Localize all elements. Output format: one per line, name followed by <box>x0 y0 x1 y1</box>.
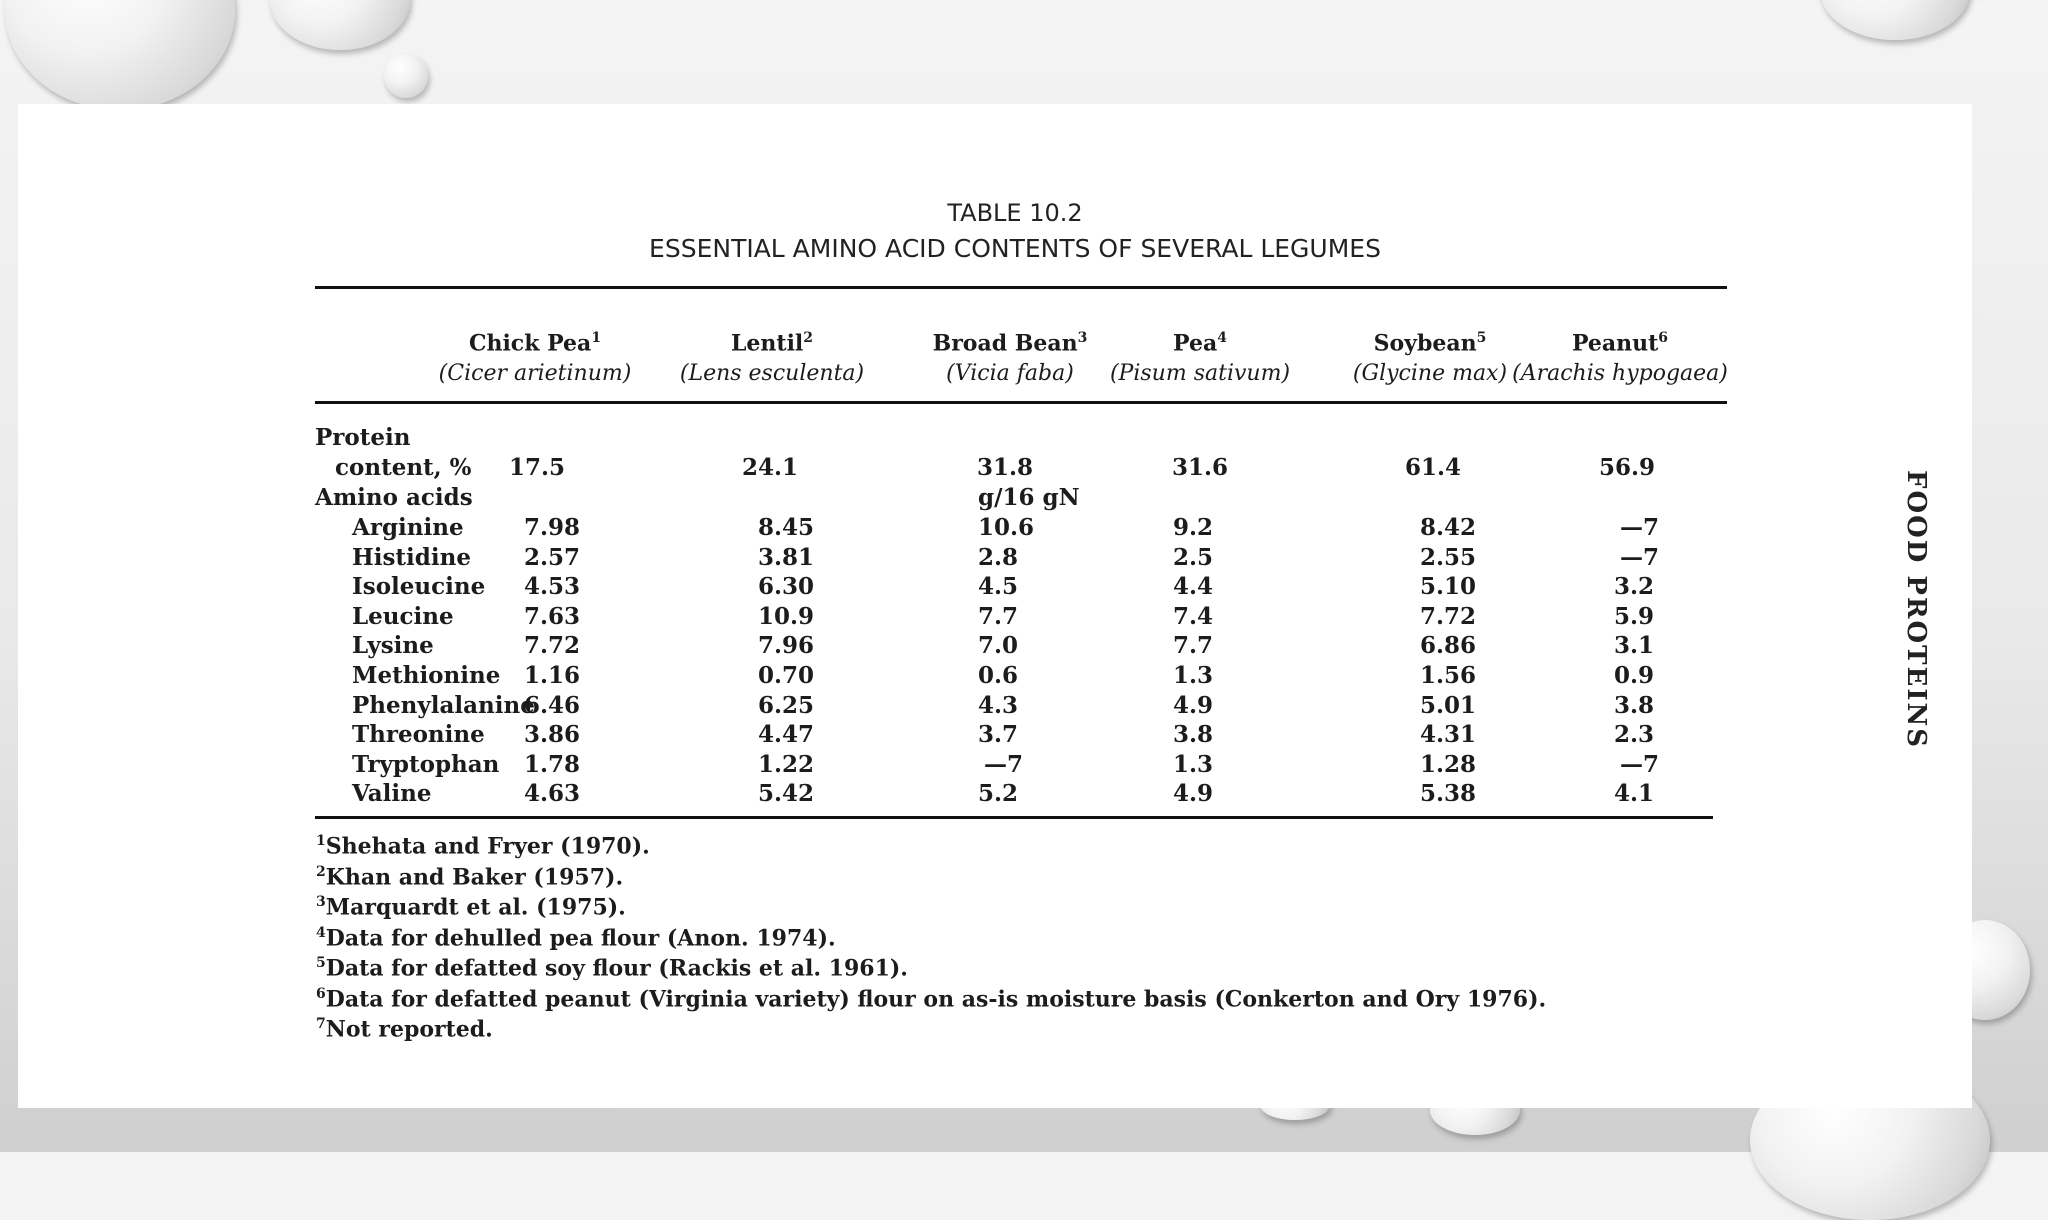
protein-value: 17.5 <box>509 454 566 481</box>
table-cell: 1.16 <box>524 662 581 689</box>
amino-acid-name: Tryptophan <box>352 750 500 778</box>
table-cell: —7 <box>1620 514 1660 541</box>
table-cell: 9.2 <box>1173 514 1214 541</box>
footnote <box>316 833 650 859</box>
table-title: ESSENTIAL AMINO ACID CONTENTS OF SEVERAL LEGUMES <box>649 234 1381 263</box>
footnote-ref: 4 <box>1217 330 1227 346</box>
table-cell: 7.72 <box>524 632 581 660</box>
table-cell: 6.25 <box>758 691 815 719</box>
footnote-ref: 2 <box>803 330 814 346</box>
table-cell: —7 <box>1620 543 1660 571</box>
table-cell: 7.98 <box>524 514 581 541</box>
table-cell: 0.70 <box>758 662 815 689</box>
table-cell: 4.1 <box>1614 780 1655 808</box>
unit-label: g/16 gN <box>978 484 1080 511</box>
column-latin-name: (Lens esculenta) <box>679 361 865 387</box>
footnote-ref: 6 <box>1658 330 1669 346</box>
water-drop-decoration <box>384 54 428 98</box>
table-cell: 3.2 <box>1614 573 1655 601</box>
amino-acids-label: Amino acids <box>315 484 473 511</box>
amino-acid-name: Phenylalanine <box>352 691 535 719</box>
table-cell: 8.42 <box>1420 514 1477 541</box>
table-cell: 5.2 <box>978 780 1019 808</box>
table-cell: 7.96 <box>758 632 815 660</box>
amino-acid-name: Valine <box>352 780 432 808</box>
table-cell: 7.7 <box>978 602 1019 630</box>
table-cell: 3.1 <box>1614 632 1655 660</box>
footnote-ref: 1 <box>591 330 602 346</box>
table-cell: 1.78 <box>524 750 581 778</box>
footnote-number: 4 <box>316 924 326 941</box>
table-cell: 6.30 <box>758 573 815 601</box>
table-cell: 3.8 <box>1614 691 1655 719</box>
table-cell: 5.38 <box>1420 780 1477 808</box>
table-cell: 7.72 <box>1420 602 1477 630</box>
table-cell: 3.81 <box>758 543 815 571</box>
table-cell: 3.86 <box>524 721 581 749</box>
protein-label: Protein <box>315 424 411 451</box>
table-cell: 4.31 <box>1420 721 1477 749</box>
amino-acid-name: Isoleucine <box>352 573 486 601</box>
table-cell: 1.3 <box>1173 662 1214 689</box>
amino-acid-name: Threonine <box>352 721 485 749</box>
footnote-number: 5 <box>316 955 326 971</box>
bottom-rule <box>315 816 1713 819</box>
footnote <box>316 986 1546 1012</box>
column-name: Pea <box>1173 330 1218 357</box>
table-cell: 5.9 <box>1614 602 1655 630</box>
protein-value: 31.6 <box>1172 454 1229 481</box>
column-latin-name: (Arachis hypogaea) <box>1512 361 1728 387</box>
table-cell: 6.86 <box>1420 632 1477 660</box>
column-header <box>1077 323 1320 389</box>
table-cell: 2.57 <box>524 543 581 571</box>
table-cell: 1.22 <box>758 750 815 778</box>
column-latin-name: (Cicer arietinum) <box>438 361 632 387</box>
table-cell: —7 <box>1620 750 1660 778</box>
column-header <box>415 323 655 389</box>
column-latin-name: (Glycine max) <box>1352 361 1508 387</box>
table-cell: 0.6 <box>978 662 1019 689</box>
table-cell: 3.8 <box>1173 721 1214 749</box>
table-cell: 2.5 <box>1173 543 1214 571</box>
protein-value: 31.8 <box>977 454 1034 481</box>
column-name: Soybean <box>1373 330 1477 357</box>
column-name: Chick Pea <box>468 330 592 357</box>
footnote-text: Data for defatted soy flour (Rackis et al. 1961). <box>325 955 908 982</box>
footnote-text: Marquardt et al. (1975). <box>325 894 626 921</box>
table-cell: 4.9 <box>1173 780 1214 808</box>
table-cell: 4.53 <box>524 573 581 601</box>
amino-acid-name: Leucine <box>352 602 454 630</box>
footnote-text: Shehata and Fryer (1970). <box>325 833 650 860</box>
table-cell: 8.45 <box>758 514 815 541</box>
protein-value: 56.9 <box>1599 454 1656 481</box>
table-number: TABLE 10.2 <box>947 199 1083 227</box>
footnote-text: Data for defatted peanut (Virginia variety) flour on as-is moisture basis (Conkerton and Ory 1976). <box>325 985 1547 1012</box>
table-cell: 2.55 <box>1420 543 1477 571</box>
table-cell: 4.5 <box>978 573 1019 601</box>
amino-acid-name: Lysine <box>352 632 434 660</box>
table-cell: 3.7 <box>978 721 1019 749</box>
amino-acid-name: Histidine <box>352 543 471 571</box>
water-drop-decoration <box>1820 0 1970 40</box>
footnote-number: 3 <box>316 894 326 910</box>
column-header <box>652 323 892 389</box>
footnote <box>316 894 626 920</box>
water-drop-decoration <box>270 0 410 50</box>
column-header <box>1500 323 1740 389</box>
footnote <box>316 925 836 951</box>
column-name: Lentil <box>730 330 804 357</box>
amino-acid-name: Arginine <box>352 514 464 541</box>
column-latin-name: (Vicia faba) <box>946 361 1074 387</box>
footnote-text: Khan and Baker (1957). <box>325 863 624 890</box>
footnote-text: Not reported. <box>325 1016 493 1043</box>
table-cell: 7.63 <box>524 602 581 630</box>
column-name: Broad Bean <box>932 330 1078 357</box>
table-cell: 10.9 <box>758 602 815 630</box>
table-cell: 4.4 <box>1173 573 1214 601</box>
protein-label-2: content, % <box>335 454 472 481</box>
footnote <box>316 864 623 890</box>
footnote-number: 6 <box>316 985 326 1002</box>
footnote <box>316 1016 493 1042</box>
footnote-number: 2 <box>316 863 326 880</box>
table-cell: 0.9 <box>1614 662 1655 689</box>
protein-value: 61.4 <box>1405 454 1462 481</box>
amino-acid-name: Methionine <box>352 662 501 689</box>
column-latin-name: (Pisum sativum) <box>1109 361 1291 387</box>
column-name: Peanut <box>1571 330 1659 357</box>
table-cell: 5.10 <box>1420 573 1477 601</box>
table-cell: 1.56 <box>1420 662 1477 689</box>
table-cell: 4.63 <box>524 780 581 808</box>
table-cell: 4.9 <box>1173 691 1214 719</box>
footnote-number: 7 <box>316 1016 326 1032</box>
table-cell: 5.01 <box>1420 691 1477 719</box>
footnote-ref: 3 <box>1077 330 1088 346</box>
table-cell: 10.6 <box>978 514 1035 541</box>
footnote-number: 1 <box>316 833 326 849</box>
table-cell: 7.0 <box>978 632 1019 660</box>
table-cell: 7.4 <box>1173 602 1214 630</box>
table-cell: 2.8 <box>978 543 1019 571</box>
top-rule <box>315 286 1727 289</box>
table-cell: 5.42 <box>758 780 815 808</box>
table-cell: 2.3 <box>1614 721 1655 749</box>
header-rule <box>315 401 1727 404</box>
side-title: FOOD PROTEINS <box>1901 470 1931 750</box>
table-cell: 7.7 <box>1173 632 1214 660</box>
table-cell: 1.3 <box>1173 750 1214 778</box>
footnote <box>316 955 908 981</box>
table-cell: 6.46 <box>524 691 581 719</box>
table-cell: —7 <box>984 750 1024 778</box>
table-cell: 4.47 <box>758 721 815 749</box>
water-drop-decoration <box>5 0 235 110</box>
table-cell: 1.28 <box>1420 750 1477 778</box>
table-cell: 4.3 <box>978 691 1019 719</box>
protein-value: 24.1 <box>742 454 799 481</box>
footnote-text: Data for dehulled pea flour (Anon. 1974). <box>325 924 836 951</box>
footnote-ref: 5 <box>1476 330 1487 346</box>
